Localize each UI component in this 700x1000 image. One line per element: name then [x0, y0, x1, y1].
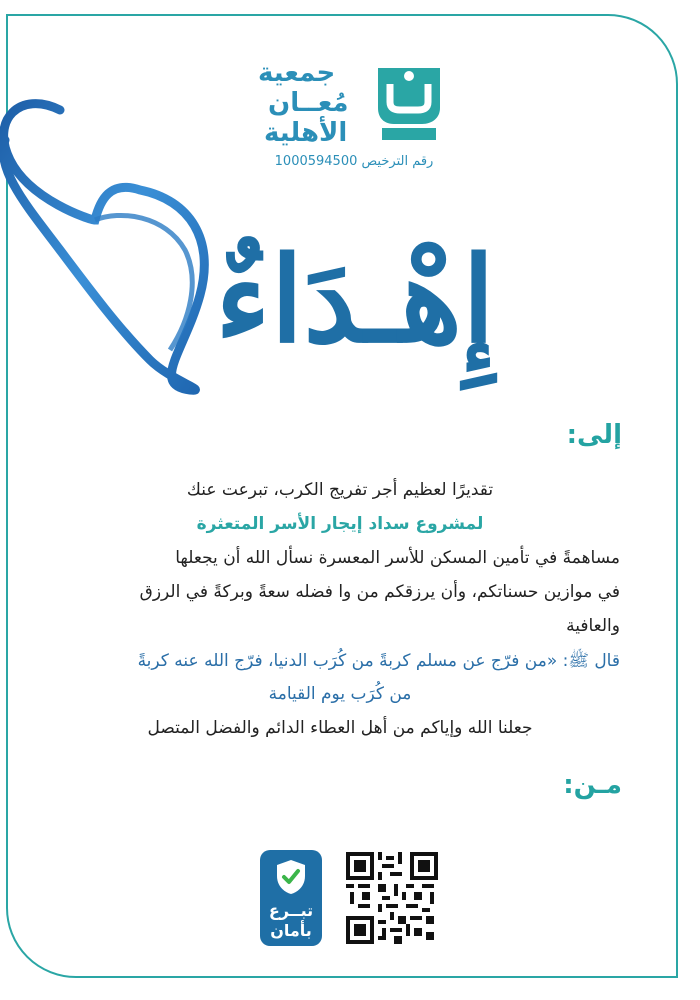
body-line-4: في موازين حسناتكم، وأن يرزقكم من وا فضله سعةً وبركةً في الرزق	[139, 582, 620, 602]
to-label: إلى:	[566, 420, 622, 450]
badge-line2: بأمان	[270, 921, 312, 940]
from-label: مـن:	[563, 770, 622, 800]
page-title: إِهْـدَاءٌ	[215, 230, 495, 369]
org-name-line1: جمعية	[258, 58, 336, 88]
qr-code-icon	[346, 852, 438, 944]
closing-line: جعلنا الله وإياكم من أهل العطاء الدائم والفضل المتصل	[147, 718, 533, 738]
body-line-5: والعافية	[566, 616, 620, 636]
hadith-line-1: قال ﷺ: «من فرّج عن مسلم كربةً من كُرَب الدنيا، فرّج الله عنه كربةً	[137, 651, 620, 671]
org-name-line3: الأهلية	[264, 118, 348, 148]
organization-logo-icon	[372, 62, 446, 146]
project-name: لمشروع سداد إيجار الأسر المتعثرة	[196, 514, 484, 534]
body-line-1: تقديرًا لعظيم أجر تفريج الكرب، تبرعت عنك	[186, 480, 494, 500]
license-number: رقم الترخيص 1000594500	[274, 154, 434, 169]
hadith-line-2: من كُرَب يوم القيامة	[268, 684, 412, 704]
donate-safely-badge	[260, 850, 322, 946]
body-line-3: مساهمةً في تأمين المسكن للأسر المعسرة نسأل الله أن يجعلها	[175, 548, 620, 568]
org-name-line2: مُعــان	[268, 88, 349, 118]
shield-check-icon	[274, 858, 308, 896]
badge-line1: تبــرع	[268, 901, 314, 920]
